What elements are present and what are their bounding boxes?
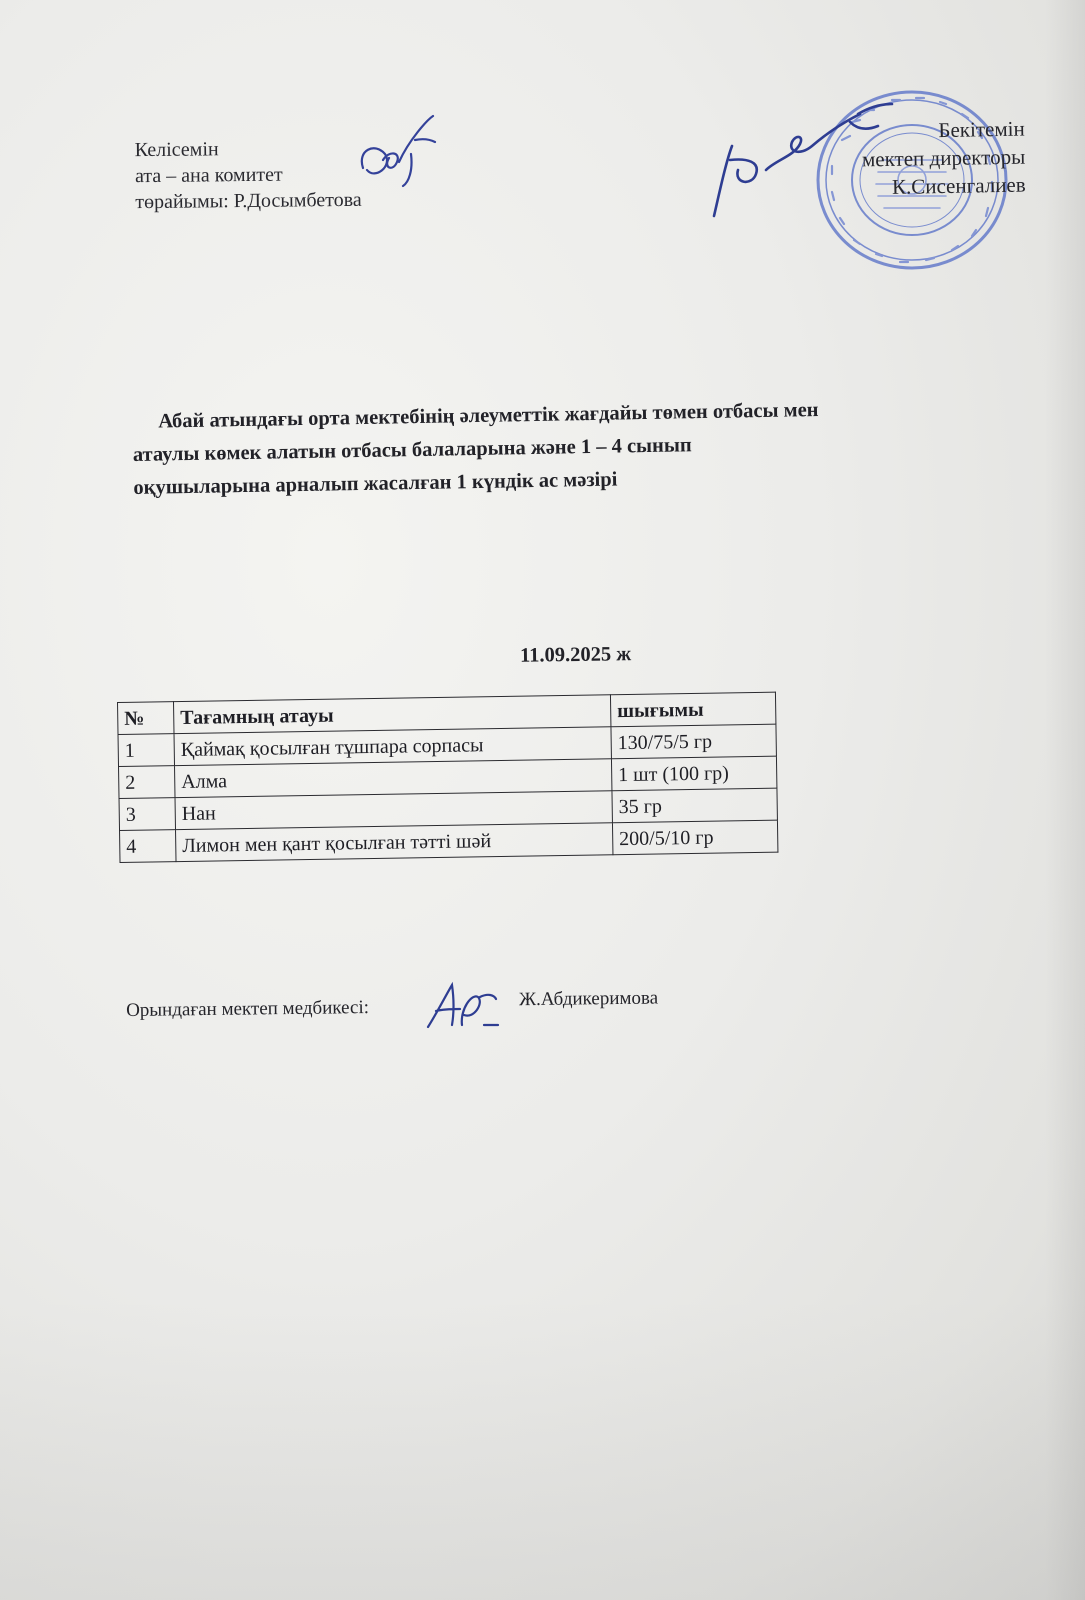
row-number: 3 [119, 798, 175, 831]
footer-nurse-name: Ж.Абдикеримова [518, 987, 659, 1011]
menu-date: 11.09.2025 ж [519, 643, 632, 667]
approval-left-line-1: Келісемін [134, 138, 219, 162]
footer-block [126, 987, 659, 1022]
header-number: № [118, 702, 174, 735]
row-number: 1 [118, 734, 174, 767]
row-number: 4 [120, 830, 176, 863]
header-output: шығымы [610, 692, 775, 727]
title-line-2: атаулы көмек алатын отбасы балаларына және 1 – 4 сынып [132, 434, 692, 466]
row-dish-name: Лимон мен қант қосылған тәтті шәй [176, 823, 613, 862]
title-line-3: оқушыларына арналып жасалған 1 күндік ас мәзірі [133, 468, 618, 499]
row-dish-name: Қаймақ қосылған тұшпара сорпасы [174, 727, 611, 766]
committee-signature [355, 110, 445, 190]
row-output: 200/5/10 гр [612, 820, 777, 855]
approval-left-line-3: төрайымы: Р.Досымбетова [135, 188, 362, 214]
menu-table [117, 692, 778, 863]
row-number: 2 [119, 766, 175, 799]
row-output: 1 шт (100 гр) [611, 756, 776, 791]
approval-left-block [135, 135, 362, 215]
footer-label: Орындаған мектеп медбикесі: [126, 997, 370, 1021]
row-output: 35 гр [612, 788, 777, 823]
header-dish-name: Тағамның атауы [174, 695, 611, 734]
title-line-1: Абай атындағы орта мектебінің әлеуметтік жағдайы төмен отбасы мен [158, 399, 819, 433]
menu-title [132, 390, 1044, 505]
approval-right-line-3: К.Сисенгалиев [891, 172, 1026, 199]
row-dish-name: Алма [175, 759, 612, 798]
approval-right-block [861, 115, 1026, 202]
page-shadow-bottom [0, 1300, 1085, 1600]
approval-right-line-1: Бекітемін [938, 116, 1025, 143]
nurse-signature [424, 975, 504, 1035]
approval-right-line-2: мектеп директоры [861, 144, 1026, 172]
row-dish-name: Нан [175, 791, 612, 830]
row-output: 130/75/5 гр [611, 724, 776, 759]
approval-left-line-2: ата – ана комитет [134, 163, 283, 188]
